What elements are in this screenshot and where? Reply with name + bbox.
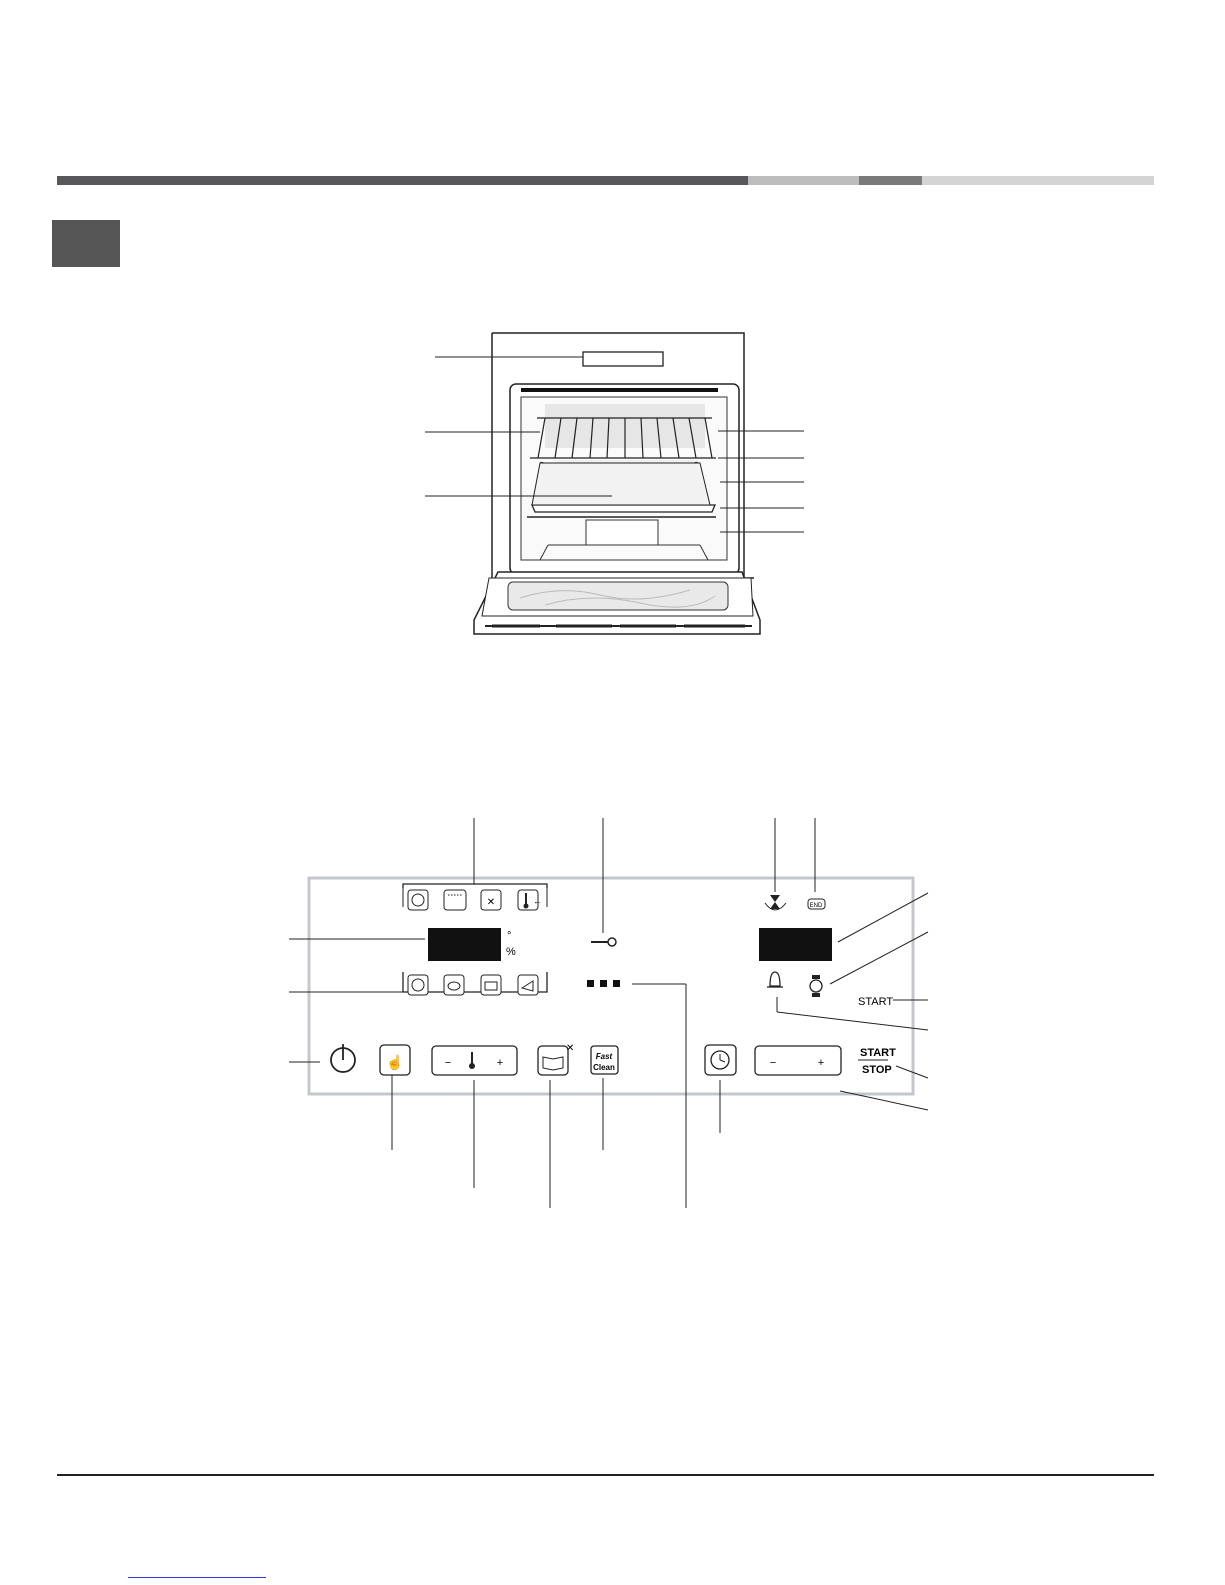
svg-text:←: ←: [533, 896, 542, 906]
fan-oven-icon: ✕: [486, 897, 496, 908]
svg-text:✕: ✕: [566, 1043, 575, 1054]
hand-select-icon: ☝: [386, 1054, 404, 1070]
door-glass: [508, 582, 728, 610]
fast-clean-line2: Clean: [593, 1063, 615, 1072]
temp-plus: +: [496, 1057, 504, 1069]
clock-display: [759, 928, 832, 961]
control-panel-diagram: [0, 800, 1225, 1220]
end-time-icon: [808, 899, 825, 909]
oven-display-slot: [583, 352, 663, 366]
temp-minus: −: [444, 1057, 452, 1069]
oven-illustration: [0, 0, 1225, 700]
fast-clean-line1: Fast: [595, 1052, 613, 1061]
start-stop-bottom: STOP: [862, 1064, 892, 1076]
degree-symbol: °: [507, 930, 512, 942]
drip-tray: [532, 505, 715, 512]
time-plus: +: [817, 1057, 825, 1069]
start-stop-top: START: [860, 1047, 896, 1059]
start-label: START: [858, 996, 894, 1008]
svg-text:END: END: [809, 903, 823, 909]
percent-symbol: %: [506, 946, 516, 958]
time-minus: −: [769, 1057, 777, 1069]
footer-link-underline[interactable]: [128, 1577, 266, 1578]
status-dots: [587, 980, 620, 987]
footer-rule: [57, 1474, 1154, 1476]
time-stepper: [755, 1046, 841, 1075]
temperature-display: [428, 928, 501, 961]
